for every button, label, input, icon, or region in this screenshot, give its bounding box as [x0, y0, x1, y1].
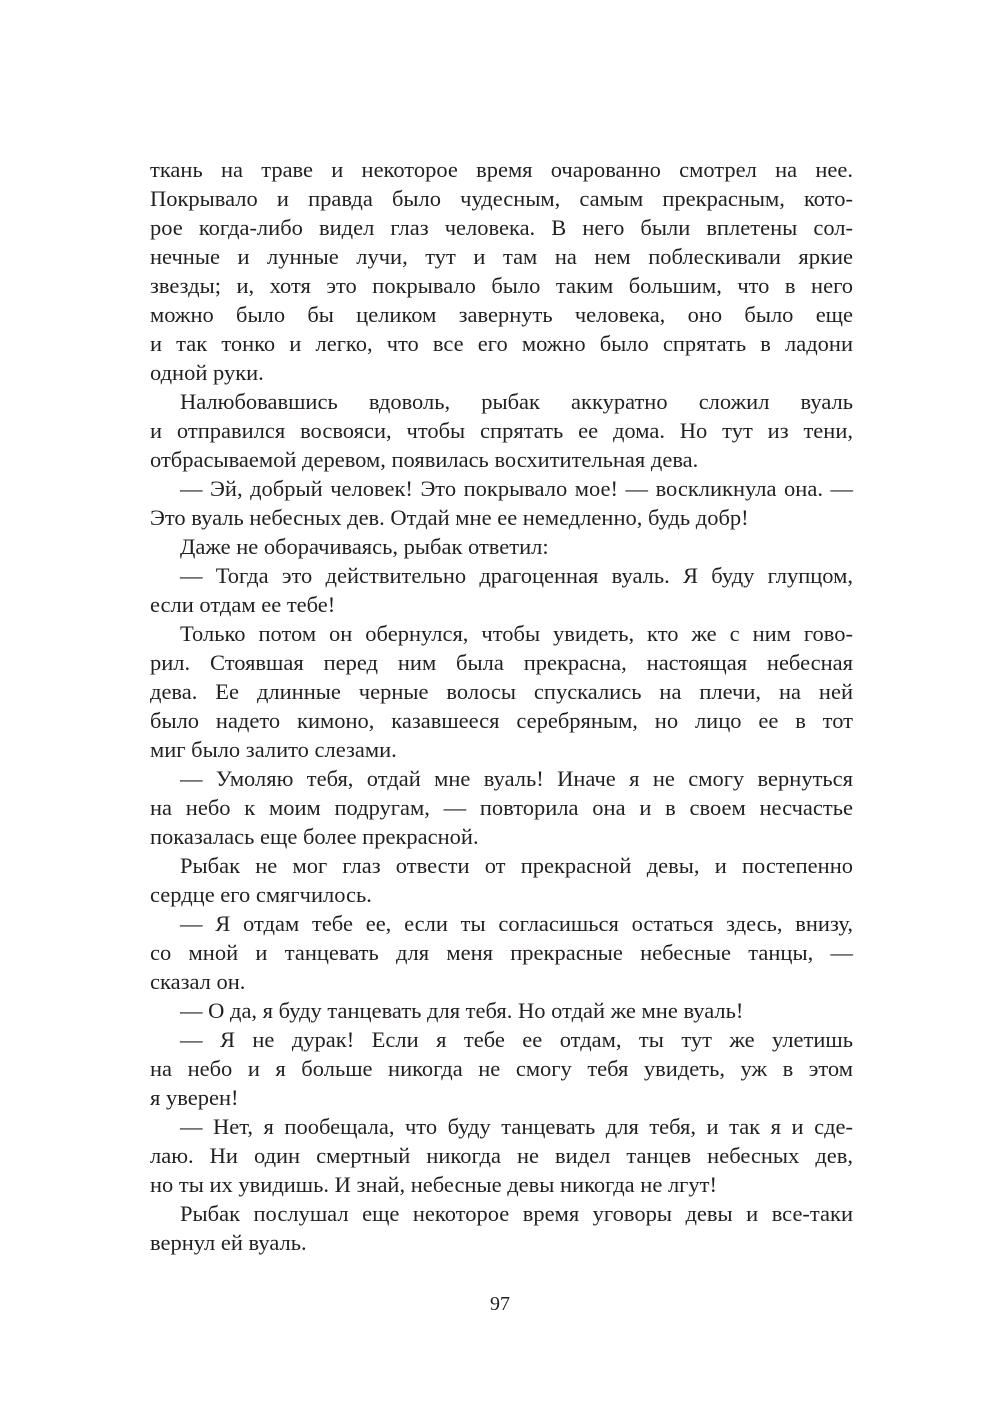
text-line: — Я отдам тебе ее, если ты согласишься остаться здесь, внизу,: [180, 911, 853, 936]
paragraph: [150, 561, 853, 619]
text-line: отбрасываемой деревом, появилась восхитительная дева.: [150, 447, 699, 472]
text-line: — Я не дурак! Если я тебе ее отдам, ты тут же улетишь: [180, 1027, 853, 1052]
text-line: — Нет, я пообещала, что буду танцевать для тебя, и так я и сде-: [180, 1114, 853, 1139]
text-line: сказал он.: [150, 969, 246, 994]
text-line: можно было бы целиком завернуть человека, оно было еще: [150, 302, 853, 327]
paragraph: [150, 851, 853, 909]
text-line: — Умоляю тебя, отдай мне вуаль! Иначе я не смогу вернуться: [180, 766, 853, 791]
text-line: нечные и лунные лучи, тут и там на нем поблескивали яркие: [150, 244, 853, 269]
paragraph: [150, 764, 853, 851]
text-line: было надето кимоно, казавшееся серебряным, но лицо ее в тот: [150, 708, 853, 733]
page-number: 97: [490, 1293, 510, 1315]
text-line: миг было залито слезами.: [150, 737, 397, 762]
text-line: но ты их увидишь. И знай, небесные девы никогда не лгут!: [150, 1172, 717, 1197]
text-line: лаю. Ни один смертный никогда не видел танцев небесных дев,: [150, 1143, 853, 1168]
text-line: — О да, я буду танцевать для тебя. Но отдай же мне вуаль!: [180, 998, 744, 1023]
page-body-text: [150, 155, 853, 1257]
text-line: Налюбовавшись вдоволь, рыбак аккуратно сложил вуаль: [180, 389, 853, 414]
paragraph: [150, 909, 853, 996]
text-line: дева. Ее длинные черные волосы спускались на плечи, на ней: [150, 679, 853, 704]
paragraph: [150, 155, 853, 387]
paragraph: [150, 1112, 853, 1199]
text-line: если отдам ее тебе!: [150, 592, 336, 617]
paragraph: [150, 1199, 853, 1257]
text-line: и так тонко и легко, что все его можно было спрятать в ладони: [150, 331, 853, 356]
paragraph: [150, 474, 853, 532]
text-line: Рыбак не мог глаз отвести от прекрасной девы, и постепенно: [180, 853, 853, 878]
paragraph: [150, 1025, 853, 1112]
text-line: Рыбак послушал еще некоторое время уговоры девы и все-таки: [180, 1201, 853, 1226]
text-line: Это вуаль небесных дев. Отдай мне ее немедленно, будь добр!: [150, 505, 749, 530]
text-line: одной руки.: [150, 360, 264, 385]
text-line: — Тогда это действительно драгоценная вуаль. Я буду глупцом,: [180, 563, 853, 588]
text-line: Покрывало и правда было чудесным, самым прекрасным, кото-: [150, 186, 853, 211]
text-line: звезды; и, хотя это покрывало было таким большим, что в него: [150, 273, 853, 298]
text-line: на небо к моим подругам, — повторила она и в своем несчастье: [150, 795, 853, 820]
text-line: рое когда-либо видел глаз человека. В него были вплетены сол-: [150, 215, 853, 240]
text-line: со мной и танцевать для меня прекрасные небесные танцы, —: [150, 940, 853, 965]
paragraph: [150, 996, 853, 1025]
paragraph: [150, 619, 853, 764]
text-line: — Эй, добрый человек! Это покрывало мое! — воскликнула она. —: [180, 476, 853, 501]
text-line: ткань на траве и некоторое время очарованно смотрел на нее.: [150, 157, 853, 182]
text-line: на небо и я больше никогда не смогу тебя увидеть, уж в этом: [150, 1056, 853, 1081]
paragraph: [150, 387, 853, 474]
text-line: Только потом он обернулся, чтобы увидеть, кто же с ним гово-: [180, 621, 853, 646]
paragraph: [150, 532, 853, 561]
text-line: вернул ей вуаль.: [150, 1230, 307, 1255]
text-line: показалась еще более прекрасной.: [150, 824, 479, 849]
text-line: сердце его смягчилось.: [150, 882, 372, 907]
text-line: Даже не оборачиваясь, рыбак ответил:: [180, 534, 549, 559]
text-line: и отправился восвояси, чтобы спрятать ее дома. Но тут из тени,: [150, 418, 853, 443]
text-line: рил. Стоявшая перед ним была прекрасна, настоящая небесная: [150, 650, 853, 675]
text-line: я уверен!: [150, 1085, 239, 1110]
